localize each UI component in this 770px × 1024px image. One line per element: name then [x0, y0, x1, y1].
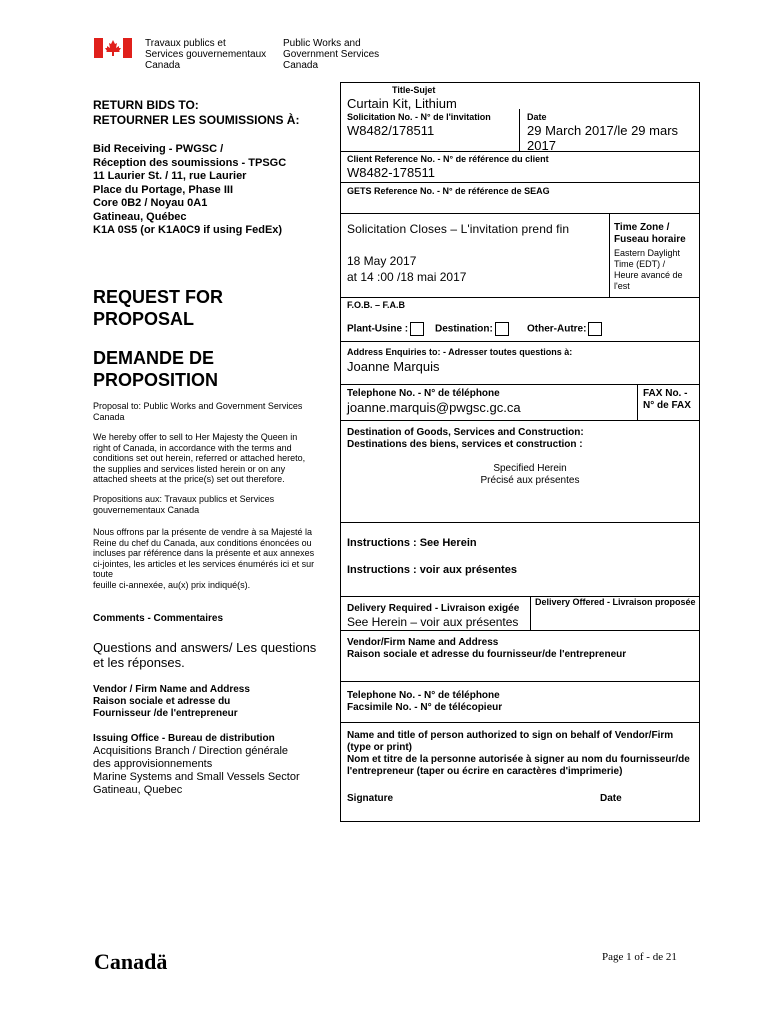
ddp-line: DEMANDE DE — [93, 348, 215, 368]
solicitation-closes-value: 18 May 2017 at 14 :00 /18 mai 2017 — [347, 254, 467, 284]
contact-email-value: joanne.marquis@pwgsc.gc.ca — [347, 400, 521, 415]
instructions-fr: Instructions : voir aux présentes — [347, 564, 517, 576]
address-enquiries-label: Address Enquiries to: - Adresser toutes questions à: — [347, 347, 573, 357]
return-title-en: RETURN BIDS TO: — [93, 98, 199, 112]
other-checkbox[interactable] — [588, 322, 602, 336]
signature-label: Signature — [347, 793, 394, 804]
destination-goods-value: Specified Herein Précisé aux présentes — [480, 463, 580, 486]
plant-label: Plant-Usine : — [347, 323, 409, 335]
issuing-office-value: Acquisitions Branch / Direction générale des approvisionnements Marine Systems and Small Vessels Sector Gatineau, Quebec — [93, 745, 300, 796]
return-bids-title — [93, 98, 299, 128]
issuing-office-label: Issuing Office - Bureau de distribution — [93, 733, 275, 744]
vendor-firm-label: Vendor/Firm Name and Address Raison sociale et adresse du fournisseur/de l'entrepreneur — [347, 637, 627, 660]
dept-name-en — [283, 38, 379, 71]
other-option — [527, 322, 602, 336]
rfp-line: PROPOSAL — [93, 309, 195, 329]
client-ref-value: W8482-178511 — [347, 165, 435, 180]
demande-de-proposition-title — [93, 347, 218, 391]
title-value: Curtain Kit, Lithium — [347, 96, 457, 111]
dept-fr-line: Services gouvernementaux — [145, 49, 267, 60]
client-ref-label: Client Reference No. - N° de référence du client — [347, 154, 549, 164]
offer-text-en: We hereby offer to sell to Her Majesty the Queen in right of Canada, in accordance with the terms and conditions set out herein, referred or attached hereto, the supplies and services listed herein or on any attached sheets at the price(s) set out therefore. — [93, 432, 306, 484]
ddp-line: PROPOSITION — [93, 370, 219, 390]
plant-option — [347, 322, 424, 336]
delivery-required-value: See Herein – voir aux présentes — [347, 615, 519, 629]
government-logo — [94, 38, 132, 58]
offer-text-fr: Nous offrons par la présente de vendre à sa Majesté la Reine du chef du Canada, aux conditions énoncées ou incluses par référence dans la présente et aux annexes ci-jointes, les articles et les services énumérés ici et sur toute feuille ci-annexée, au(x) prix indiqué(s). — [93, 527, 315, 590]
canada-flag-icon — [94, 38, 132, 58]
time-zone-label: Time Zone / Fuseau horaire — [614, 222, 686, 245]
date-value: 29 March 2017/le 29 mars 2017 — [527, 123, 679, 153]
proposal-to-text: Proposal to: Public Works and Government Services Canada — [93, 401, 303, 422]
fob-label: F.O.B. – F.A.B — [347, 300, 406, 310]
instructions-en: Instructions : See Herein — [347, 537, 477, 549]
comments-label: Comments - Commentaires — [93, 613, 224, 624]
destination-checkbox[interactable] — [495, 322, 509, 336]
dept-fr-line: Canada — [145, 60, 181, 71]
return-address: Bid Receiving - PWGSC / Réception des soumissions - TPSGC 11 Laurier St. / 11, rue Laurier Place du Portage, Phase III Core 0B2 / Noyau 0A1 Gatineau, Québec K1A 0S5 (or K1A0C9 if using FedEx) — [93, 143, 287, 236]
destination-goods-label: Destination of Goods, Services and Construction: Destinations des biens, services et construction : — [347, 427, 584, 450]
solicitation-closes-label: Solicitation Closes – L'invitation prend fin — [347, 222, 570, 236]
comments-value: Questions and answers/ Les questions et les réponses. — [93, 640, 317, 670]
destination-label: Destination: — [435, 323, 493, 335]
dept-name-fr — [145, 38, 266, 71]
page-number: Page 1 of - de 21 — [602, 951, 677, 963]
dept-fr-line: Travaux publics et — [145, 38, 226, 49]
dept-en-line: Government Services — [283, 49, 380, 60]
plant-checkbox[interactable] — [410, 322, 424, 336]
gets-ref-label: GETS Reference No. - N° de référence de SEAG — [347, 186, 550, 196]
solicitation-no-label: Solicitation No. - N° de l'invitation — [347, 112, 491, 122]
left-vendor-label: Vendor / Firm Name and Address Raison sociale et adresse du Fournisseur /de l'entrepreneur — [93, 684, 250, 719]
request-for-proposal-title — [93, 286, 223, 330]
solicitation-no-value: W8482/178511 — [347, 123, 435, 138]
signature-date-label: Date — [600, 793, 622, 804]
title-label: Title-Sujet — [392, 85, 436, 95]
rfp-line: REQUEST FOR — [93, 287, 224, 307]
date-label: Date — [527, 112, 547, 122]
telephone-label: Telephone No. - N° de téléphone — [347, 388, 500, 399]
address-enquiries-value: Joanne Marquis — [347, 359, 440, 374]
dept-en-line: Canada — [283, 60, 319, 71]
propositions-text: Propositions aux: Travaux publics et Services gouvernementaux Canada — [93, 494, 275, 515]
delivery-offered-label: Delivery Offered - Livraison proposée — [535, 597, 696, 607]
tel-fax-label: Telephone No. - N° de téléphone Facsimile No. - N° de télécopieur — [347, 690, 503, 713]
other-label: Other-Autre: — [527, 323, 587, 335]
authorized-person-label: Name and title of person authorized to sign on behalf of Vendor/Firm (type or print) Nom et titre de la personne autorisée à signer au nom du fournisseur/de l'entrepreneur (taper ou écrire en caractères d'imprimerie) — [347, 730, 690, 777]
destination-option — [435, 322, 509, 336]
time-zone-value: Eastern Daylight Time (EDT) / Heure avancé de l'est — [614, 248, 683, 291]
dept-en-line: Public Works and — [283, 38, 361, 49]
return-title-fr: RETOURNER LES SOUMISSIONS À: — [93, 113, 300, 127]
canada-wordmark-logo — [94, 949, 167, 975]
delivery-required-label: Delivery Required - Livraison exigée — [347, 603, 520, 614]
canada-wordmark-text: Canadä — [94, 949, 168, 974]
fax-label: FAX No. - N° de FAX — [643, 388, 691, 411]
